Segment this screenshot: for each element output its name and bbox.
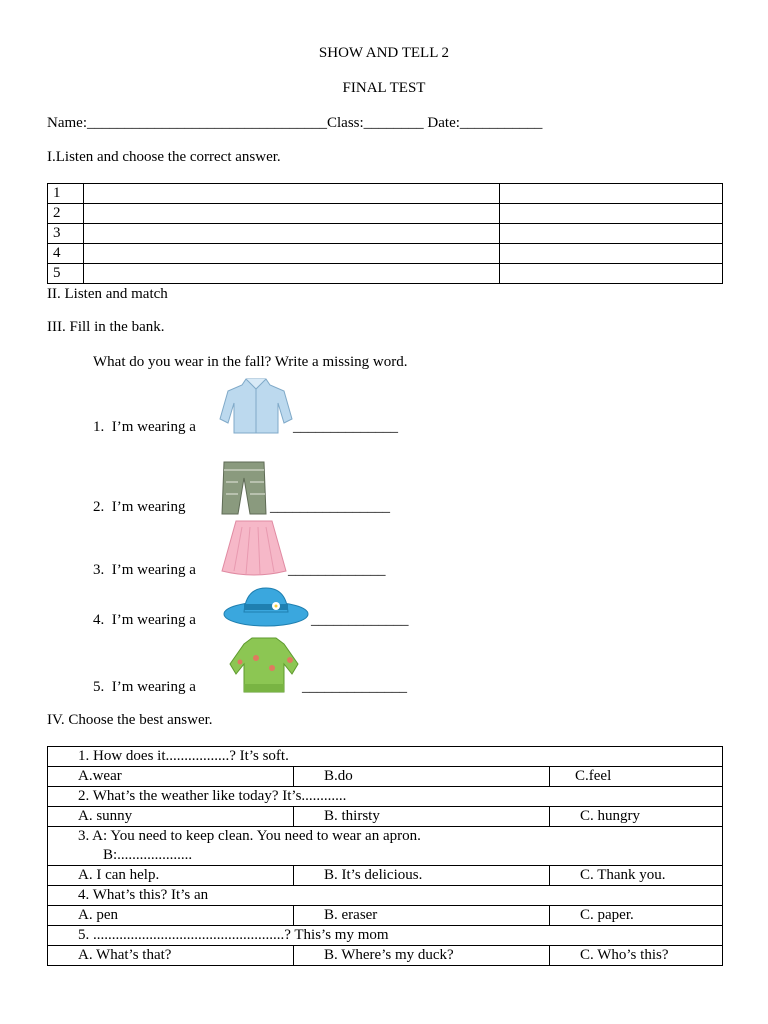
table-row	[48, 866, 723, 886]
question-1: 1. How does it.................? It’s soft.	[48, 747, 723, 767]
fill-blank-3[interactable]: _____________	[288, 562, 386, 578]
fill-blank-5[interactable]: ______________	[302, 679, 407, 695]
item-text: I’m wearing	[111, 499, 186, 515]
fill-blank-2[interactable]: ________________	[270, 499, 390, 515]
answer-cell[interactable]	[84, 204, 500, 224]
row-number: 2	[48, 204, 84, 224]
table-row	[48, 906, 723, 926]
answer-cell[interactable]	[500, 224, 723, 244]
row-number: 3	[48, 224, 84, 244]
answer-cell[interactable]	[84, 244, 500, 264]
item-number: 3.	[93, 562, 105, 578]
table-row	[48, 184, 723, 204]
option-c[interactable]: C. Who’s this?	[550, 946, 723, 966]
skirt-icon	[220, 519, 288, 577]
fill-item-5	[93, 679, 196, 696]
row-number: 1	[48, 184, 84, 204]
table-row	[48, 926, 723, 946]
question-5: 5. ...................................................? This’s my mom	[48, 926, 723, 946]
table-row	[48, 747, 723, 767]
section-4-heading: IV. Choose the best answer.	[47, 712, 213, 728]
fill-instruction: What do you wear in the fall? Write a missing word.	[93, 354, 408, 370]
answer-cell[interactable]	[84, 184, 500, 204]
fill-item-3	[93, 562, 196, 579]
option-c[interactable]: C. Thank you.	[550, 866, 723, 886]
row-number: 4	[48, 244, 84, 264]
option-b[interactable]: B. It’s delicious.	[294, 866, 550, 886]
question-3	[48, 827, 723, 866]
table-row	[48, 807, 723, 827]
hat-icon	[222, 584, 310, 628]
name-class-date-line: Name:________________________________Class:________ Date:___________	[47, 115, 543, 131]
section-2-heading: II. Listen and match	[47, 286, 168, 302]
option-a[interactable]: A. sunny	[48, 807, 294, 827]
table-row	[48, 204, 723, 224]
option-b[interactable]: B. thirsty	[294, 807, 550, 827]
multiple-choice-table	[47, 746, 723, 966]
page-subtitle: FINAL TEST	[342, 80, 426, 96]
question-3-line-1: 3. A: You need to keep clean. You need to wear an apron.	[78, 828, 421, 844]
option-a[interactable]: A.wear	[48, 767, 294, 787]
table-row	[48, 787, 723, 807]
listen-answer-table	[47, 183, 723, 284]
table-row	[48, 827, 723, 866]
answer-cell[interactable]	[84, 224, 500, 244]
answer-cell[interactable]	[500, 204, 723, 224]
table-row	[48, 886, 723, 906]
fill-blank-1[interactable]: ______________	[293, 419, 398, 435]
question-4: 4. What’s this? It’s an	[48, 886, 723, 906]
answer-cell[interactable]	[500, 184, 723, 204]
option-c[interactable]: C.feel	[550, 767, 723, 787]
item-text: I’m wearing a	[111, 562, 196, 578]
option-b[interactable]: B.do	[294, 767, 550, 787]
table-row	[48, 767, 723, 787]
item-text: I’m wearing a	[111, 679, 196, 695]
item-number: 2.	[93, 499, 105, 515]
option-c[interactable]: C. hungry	[550, 807, 723, 827]
fill-item-2	[93, 499, 185, 516]
item-number: 4.	[93, 612, 105, 628]
answer-cell[interactable]	[84, 264, 500, 284]
question-2: 2. What’s the weather like today? It’s............	[48, 787, 723, 807]
row-number: 5	[48, 264, 84, 284]
fill-item-4	[93, 612, 196, 629]
fill-blank-4[interactable]: _____________	[311, 612, 409, 628]
question-3-line-2: B:....................	[103, 847, 193, 863]
item-number: 1.	[93, 419, 105, 435]
item-text: I’m wearing a	[111, 419, 196, 435]
table-row	[48, 946, 723, 966]
table-row	[48, 264, 723, 284]
option-b[interactable]: B. Where’s my duck?	[294, 946, 550, 966]
page-title: SHOW AND TELL 2	[318, 45, 450, 61]
option-a[interactable]: A. pen	[48, 906, 294, 926]
table-row	[48, 224, 723, 244]
option-c[interactable]: C. paper.	[550, 906, 723, 926]
pants-icon	[220, 460, 268, 516]
jacket-icon	[218, 375, 294, 435]
item-number: 5.	[93, 679, 105, 695]
table-row	[48, 244, 723, 264]
section-1-heading: I.Listen and choose the correct answer.	[47, 149, 281, 165]
answer-cell[interactable]	[500, 244, 723, 264]
answer-cell[interactable]	[500, 264, 723, 284]
option-a[interactable]: A. What’s that?	[48, 946, 294, 966]
option-a[interactable]: A. I can help.	[48, 866, 294, 886]
fill-item-1	[93, 419, 196, 436]
option-b[interactable]: B. eraser	[294, 906, 550, 926]
item-text: I’m wearing a	[111, 612, 196, 628]
section-3-heading: III. Fill in the bank.	[47, 319, 165, 335]
sweater-icon	[226, 634, 302, 696]
